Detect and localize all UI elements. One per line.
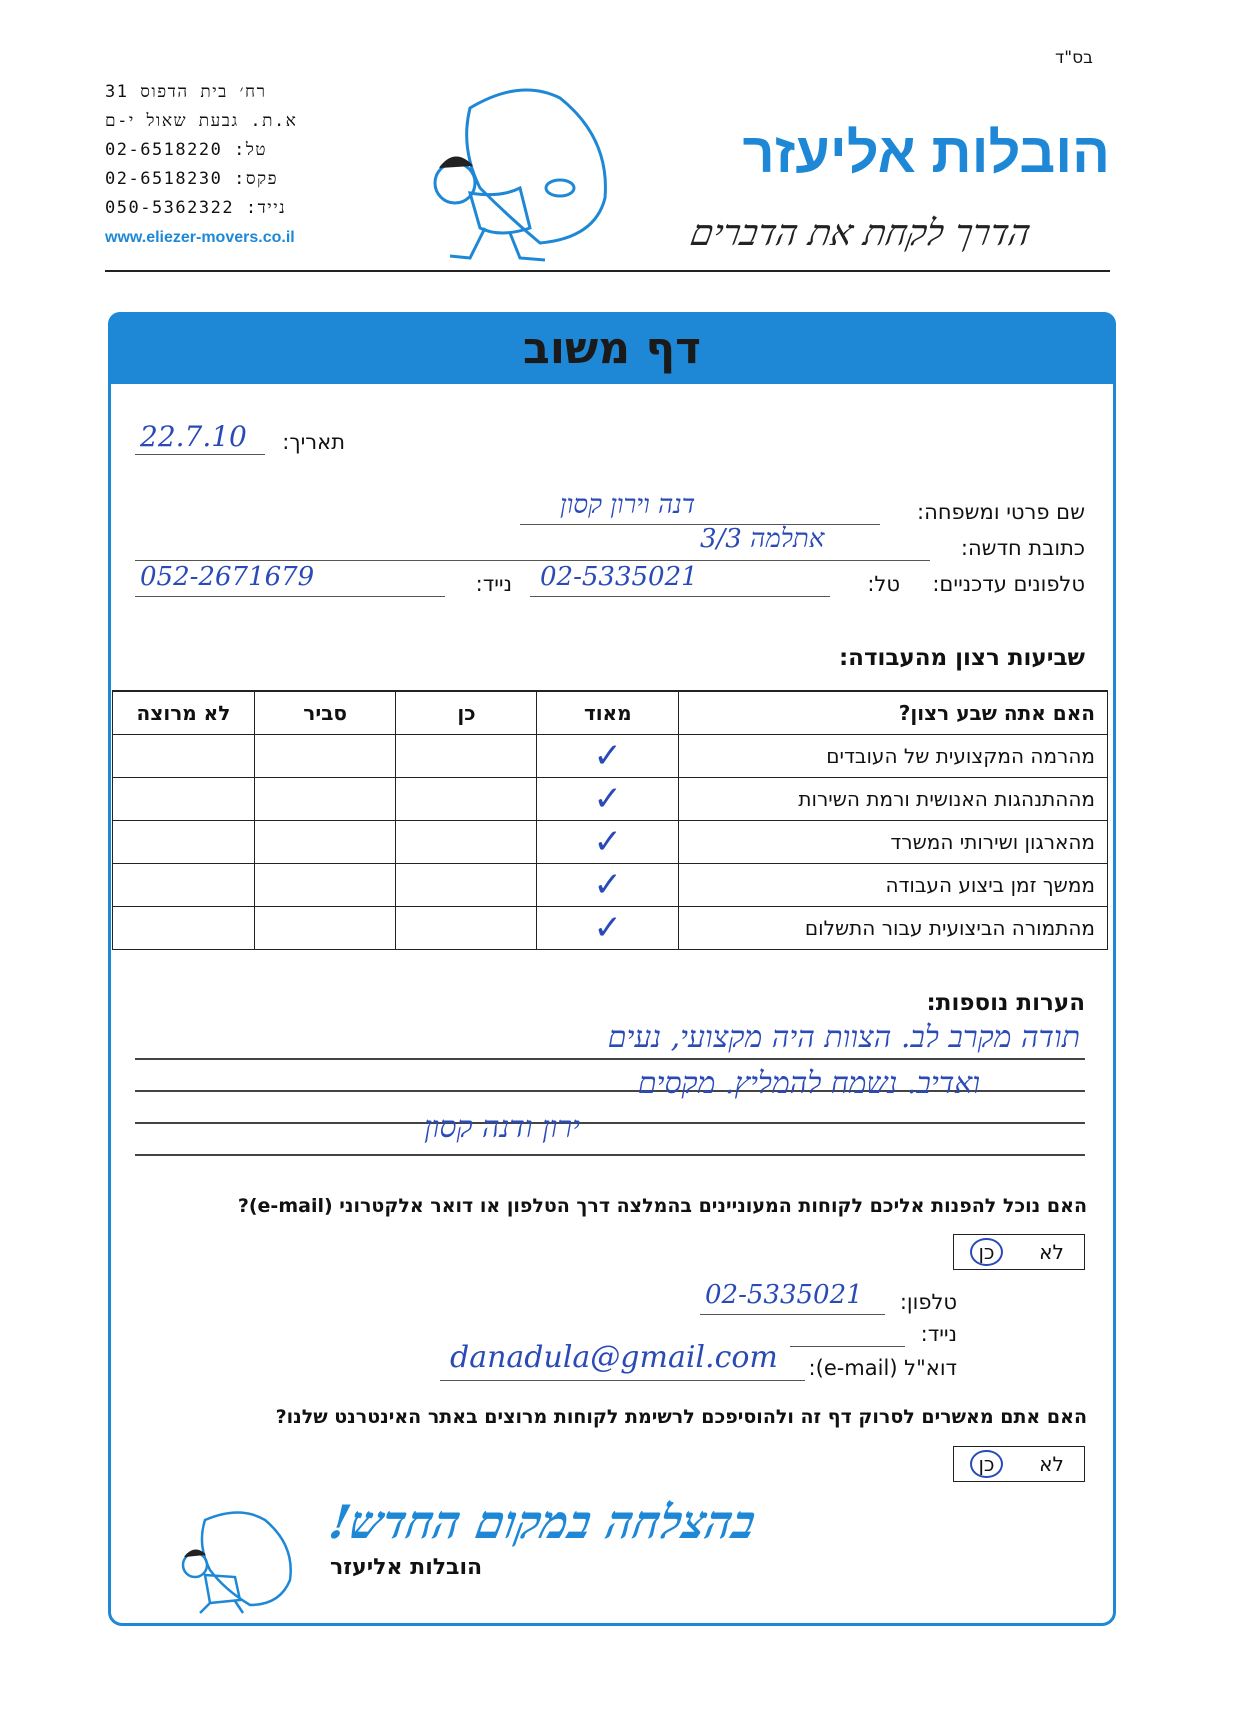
yes-circled: כן	[970, 1238, 1002, 1266]
table-row	[113, 821, 1108, 864]
brand-slogan: הדרך לקחת את הדברים	[687, 213, 1034, 254]
note-text-2: ואדיב. נשמח להמליץ. מקסים	[637, 1066, 980, 1101]
checkbox-fair[interactable]	[254, 907, 396, 950]
checkbox-very[interactable]	[537, 778, 679, 821]
note-text-3: ירון ודנה קסון	[424, 1110, 580, 1145]
contact-phone: טל: 02-6518220	[105, 140, 268, 160]
checkbox-yes[interactable]	[396, 821, 537, 864]
contact-address1: רח׳ בית הדפוס 31	[105, 82, 267, 102]
satisfaction-heading: שביעות רצון מהעבודה:	[838, 645, 1085, 671]
checkbox-very[interactable]	[537, 821, 679, 864]
table-row	[113, 907, 1108, 950]
website-link[interactable]: www.eliezer-movers.co.il	[105, 229, 295, 246]
checkbox-very[interactable]	[537, 907, 679, 950]
column-header: סביר	[254, 691, 396, 735]
mover-mascot-small-icon	[165, 1505, 300, 1615]
column-header: לא מרוצה	[113, 691, 255, 735]
contact-phone-value: 02-5335021	[705, 1280, 863, 1310]
contact-phone-label: טלפון:	[899, 1290, 957, 1314]
yes-option[interactable]	[954, 1452, 1019, 1476]
checkbox-unhappy[interactable]	[113, 778, 255, 821]
header-divider	[105, 270, 1110, 272]
checkbox-fair[interactable]	[254, 821, 396, 864]
contact-mobile-field[interactable]	[790, 1344, 905, 1347]
contact-mobile: נייד: 050-5362322	[105, 198, 287, 218]
date-label: תאריך:	[282, 430, 345, 454]
phones-label: טלפונים עדכניים:	[932, 572, 1085, 596]
note-line	[135, 1122, 1085, 1124]
contact-block	[105, 78, 335, 252]
no-option[interactable]: לא	[1039, 1240, 1064, 1264]
row-label: מההתנהגות האנושית ורמת השירות	[679, 778, 1108, 821]
date-value: 22.7.10	[140, 420, 247, 453]
check-mark: ✓	[593, 779, 623, 819]
mobile-value: 052-2671679	[140, 562, 315, 592]
check-mark: ✓	[593, 822, 623, 862]
contact-fax: פקס: 02-6518230	[105, 169, 279, 189]
table-row	[113, 864, 1108, 907]
tel-label: טל:	[867, 572, 900, 596]
satisfaction-table	[112, 690, 1108, 950]
yes-circled: כן	[970, 1450, 1002, 1478]
mobile-field[interactable]	[135, 594, 445, 597]
note-line	[135, 1154, 1085, 1156]
row-label: מהתמורה הביצועית עבור התשלום	[679, 907, 1108, 950]
yes-option[interactable]	[954, 1240, 1019, 1264]
table-header-row	[113, 691, 1108, 735]
checkbox-fair[interactable]	[254, 735, 396, 778]
name-value: דנה וירון קסון	[560, 490, 696, 520]
notes-heading: הערות נוספות:	[926, 990, 1085, 1016]
column-header: מאוד	[537, 691, 679, 735]
contact-email-label: דוא"ל (e-mail):	[808, 1356, 957, 1380]
contact-phone-field[interactable]	[700, 1312, 885, 1315]
contact-email-value: danadula@gmail.com	[450, 1340, 778, 1375]
row-label: מהארגון ושירותי המשרד	[679, 821, 1108, 864]
mover-mascot-logo	[410, 78, 625, 278]
row-label: ממשך זמן ביצוע העבודה	[679, 864, 1108, 907]
note-line	[135, 1058, 1085, 1060]
publish-yes-no-box[interactable]	[953, 1446, 1085, 1482]
address-value: אתלמה 3/3	[700, 524, 825, 554]
tel-value: 02-5335021	[540, 562, 698, 592]
tel-field[interactable]	[530, 594, 830, 597]
checkbox-yes[interactable]	[396, 735, 537, 778]
address-label: כתובת חדשה:	[960, 536, 1085, 560]
column-header: כן	[396, 691, 537, 735]
checkbox-yes[interactable]	[396, 864, 537, 907]
mobile-label: נייד:	[475, 572, 512, 596]
contact-question: האם נוכל להפנות אליכם לקוחות המעוניינים בהמלצה דרך הטלפון או דואר אלקטרוני (e-mail)?	[237, 1195, 1087, 1217]
checkbox-very[interactable]	[537, 864, 679, 907]
note-text-1: תודה מקרב לב. הצוות היה מקצועי, נעים	[607, 1020, 1080, 1055]
contact-yes-no-box[interactable]	[953, 1234, 1085, 1270]
contact-mobile-label: נייד:	[920, 1322, 957, 1346]
contact-email-field[interactable]	[440, 1378, 805, 1381]
checkbox-unhappy[interactable]	[113, 821, 255, 864]
name-label: שם פרטי ומשפחה:	[917, 500, 1085, 524]
checkbox-yes[interactable]	[396, 778, 537, 821]
publish-question: האם אתם מאשרים לסרוק דף זה ולהוסיפכם לרשימת לקוחות מרוצים באתר האינטרנט שלנו?	[275, 1406, 1087, 1428]
checkbox-unhappy[interactable]	[113, 735, 255, 778]
footer-company-name: הובלות אליעזר	[330, 1555, 483, 1580]
column-header: האם אתה שבע רצון?	[679, 691, 1108, 735]
table-row	[113, 778, 1108, 821]
checkbox-fair[interactable]	[254, 864, 396, 907]
footer-slogan: בהצלחה במקום החדש!	[325, 1495, 760, 1549]
checkbox-yes[interactable]	[396, 907, 537, 950]
brand-name: הובלות אליעזר	[742, 121, 1110, 184]
checkbox-unhappy[interactable]	[113, 907, 255, 950]
check-mark: ✓	[593, 865, 623, 905]
card-header	[108, 312, 1116, 384]
contact-address2: א.ת. גבעת שאול י-ם	[105, 111, 298, 131]
table-row	[113, 735, 1108, 778]
check-mark: ✓	[593, 908, 623, 948]
address-field[interactable]	[135, 558, 930, 561]
no-option[interactable]: לא	[1039, 1452, 1064, 1476]
row-label: מהרמה המקצועית של העובדים	[679, 735, 1108, 778]
top-mark: בס"ד	[1055, 48, 1093, 68]
form-title: דף משוב	[522, 322, 702, 374]
checkbox-unhappy[interactable]	[113, 864, 255, 907]
checkbox-very[interactable]	[537, 735, 679, 778]
checkbox-fair[interactable]	[254, 778, 396, 821]
check-mark: ✓	[593, 736, 623, 776]
